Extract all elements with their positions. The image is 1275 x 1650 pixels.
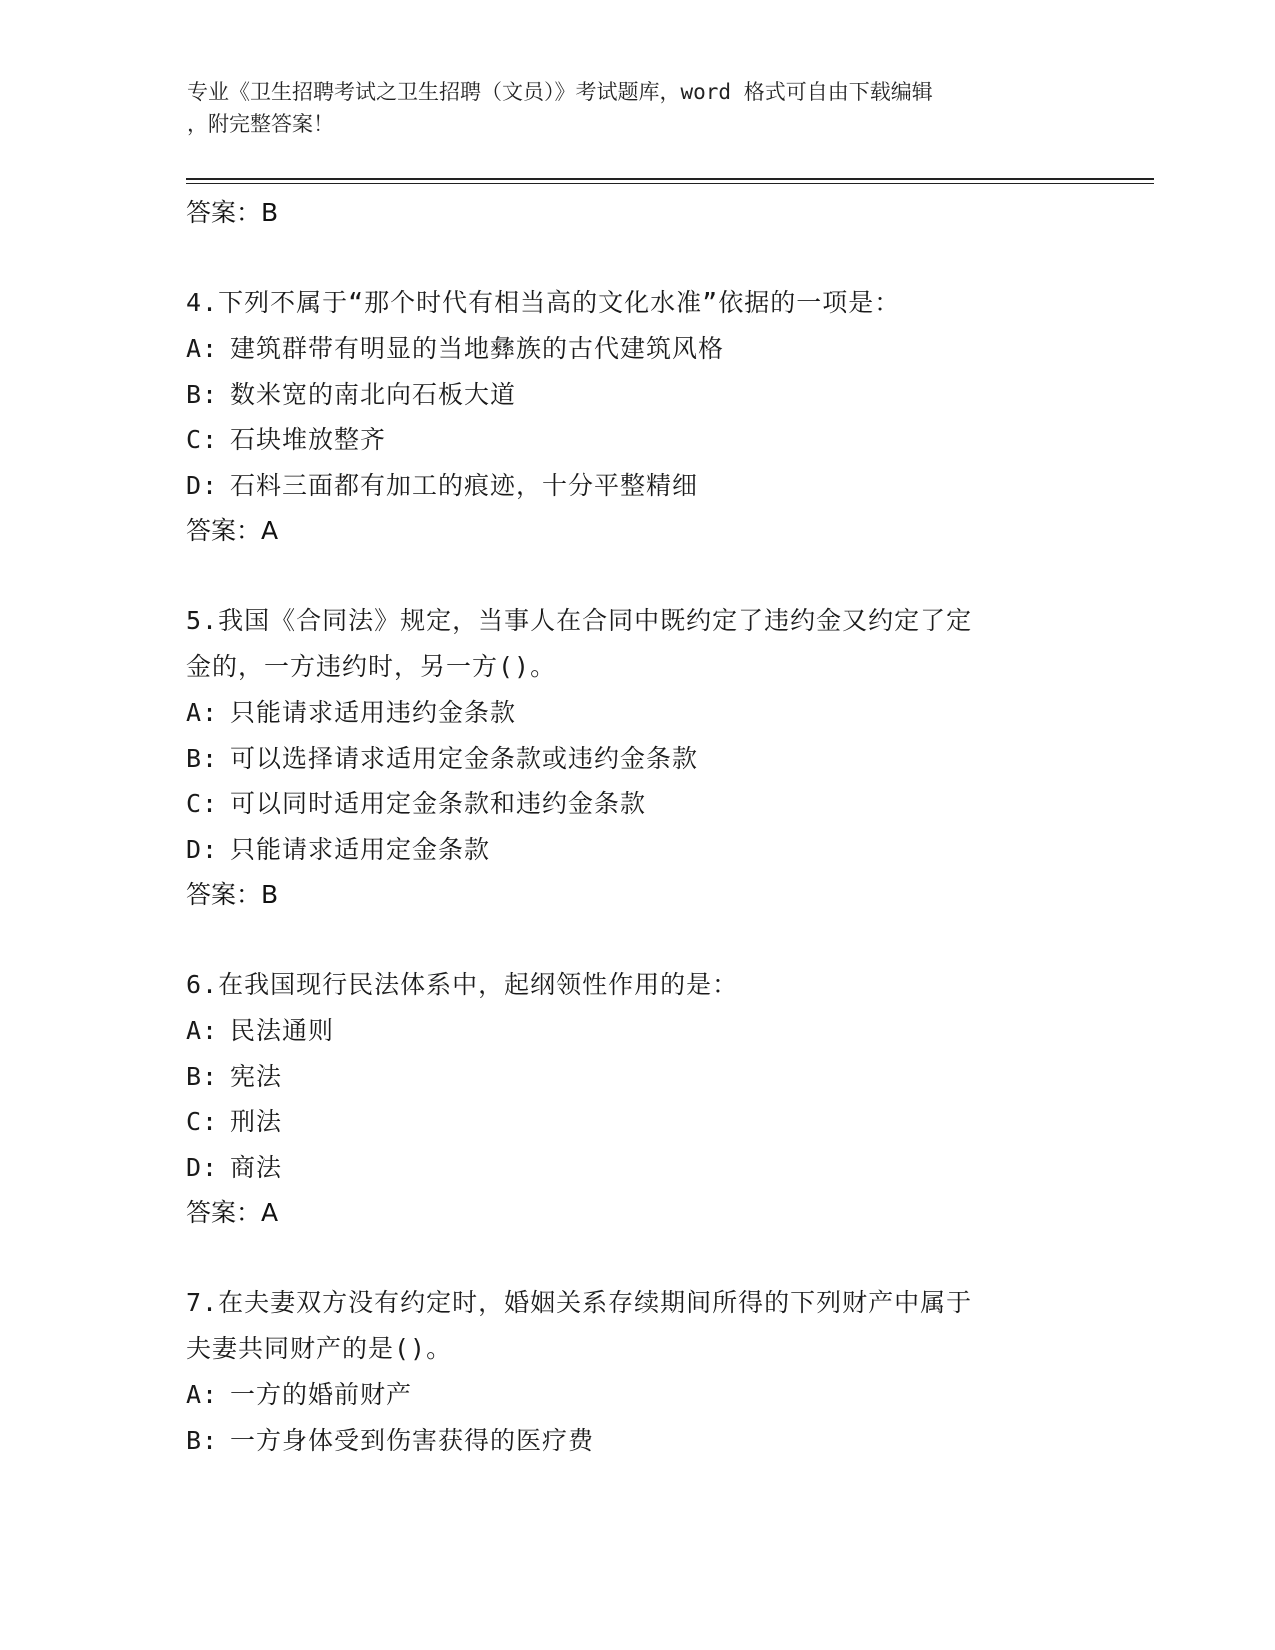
- answer-line: [186, 190, 1086, 236]
- option-text: 只能请求适用违约金条款: [230, 698, 517, 727]
- option-c: [186, 1099, 1086, 1145]
- option-text: 刑法: [230, 1107, 283, 1136]
- question-6: [186, 962, 1086, 1236]
- answer-value: B: [261, 198, 279, 227]
- answer-value: A: [261, 1198, 279, 1227]
- question-stem-line: 7.在夫妻双方没有约定时，婚姻关系存续期间所得的下列财产中属于: [186, 1288, 973, 1317]
- option-text: 商法: [230, 1152, 283, 1182]
- option-text: 石料三面都有加工的痕迹，十分平整精细: [230, 470, 699, 500]
- option-letter: A:: [186, 1380, 219, 1409]
- option-a: [186, 1008, 1086, 1054]
- question-stem-line: 金的，一方违约时，另一方()。: [186, 652, 557, 681]
- option-d: [186, 827, 1086, 873]
- question-stem-line: 4.下列不属于“那个时代有相当高的文化水准”依据的一项是：: [186, 288, 901, 317]
- question-stem-line: 5.我国《合同法》规定，当事人在合同中既约定了违约金又约定了定: [186, 606, 973, 635]
- question-5: [186, 598, 1086, 918]
- answer-label: 答案：: [186, 516, 262, 545]
- option-letter: D:: [186, 470, 219, 500]
- option-letter: A:: [186, 698, 219, 727]
- option-letter: C:: [186, 1107, 219, 1136]
- header-rule-thin: [186, 183, 1154, 184]
- option-text: 一方身体受到伤害获得的医疗费: [230, 1425, 595, 1455]
- option-text: 石块堆放整齐: [230, 425, 387, 454]
- answer-value: A: [261, 516, 279, 545]
- answer-line: [186, 872, 1086, 918]
- answer-value: B: [261, 880, 279, 909]
- option-a: [186, 326, 1086, 372]
- header-line-1: 专业《卫生招聘考试之卫生招聘（文员）》考试题库，word 格式可自由下载编辑: [187, 80, 933, 104]
- option-text: 只能请求适用定金条款: [230, 834, 491, 864]
- option-a: [186, 690, 1086, 736]
- answer-label: 答案：: [186, 1198, 262, 1227]
- question-7: [186, 1280, 1086, 1463]
- option-b: [186, 1054, 1086, 1100]
- question-4: [186, 280, 1086, 554]
- answer-label: 答案：: [186, 198, 262, 227]
- header-line-2: ，附完整答案！: [187, 112, 334, 136]
- answer-line: [186, 1190, 1086, 1236]
- option-text: 数米宽的南北向石板大道: [230, 379, 517, 409]
- option-letter: C:: [186, 789, 219, 818]
- option-text: 民法通则: [230, 1016, 335, 1045]
- option-letter: D:: [186, 1152, 219, 1182]
- option-text: 可以同时适用定金条款和违约金条款: [230, 789, 647, 818]
- question-list: [186, 190, 1086, 1463]
- option-c: [186, 417, 1086, 463]
- option-text: 建筑群带有明显的当地彝族的古代建筑风格: [230, 334, 725, 363]
- answer-label: 答案：: [186, 880, 262, 909]
- answer-line: [186, 508, 1086, 554]
- option-a: [186, 1372, 1086, 1418]
- option-text: 宪法: [230, 1061, 283, 1091]
- header-rule-thick: [186, 178, 1154, 180]
- option-letter: D:: [186, 834, 219, 864]
- option-b: [186, 736, 1086, 782]
- option-b: [186, 1418, 1086, 1464]
- option-letter: C:: [186, 425, 219, 454]
- option-letter: A:: [186, 334, 219, 363]
- option-b: [186, 372, 1086, 418]
- question-stem-line: 夫妻共同财产的是()。: [186, 1334, 453, 1363]
- option-d: [186, 1145, 1086, 1191]
- option-letter: B:: [186, 379, 219, 409]
- option-text: 可以选择请求适用定金条款或违约金条款: [230, 743, 699, 773]
- option-letter: B:: [186, 1425, 219, 1455]
- option-letter: A:: [186, 1016, 219, 1045]
- option-c: [186, 781, 1086, 827]
- page-header: [187, 76, 1067, 140]
- question-stem-line: 6.在我国现行民法体系中，起纲领性作用的是：: [186, 970, 739, 999]
- option-letter: B:: [186, 1061, 219, 1091]
- option-text: 一方的婚前财产: [230, 1380, 413, 1409]
- option-letter: B:: [186, 743, 219, 773]
- option-d: [186, 463, 1086, 509]
